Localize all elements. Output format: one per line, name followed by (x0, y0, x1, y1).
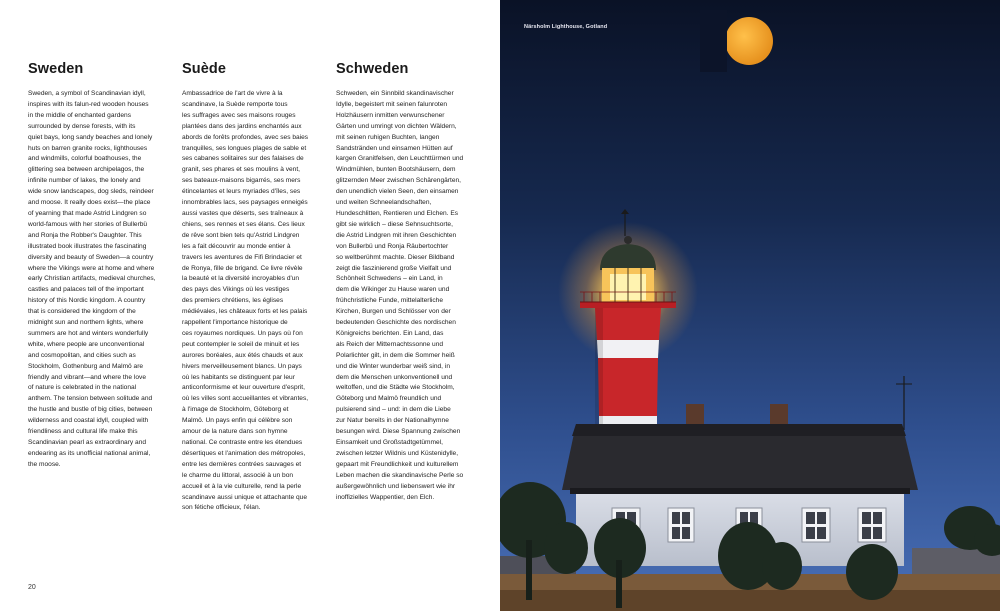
column-german (336, 60, 476, 503)
photo-caption: Närsholm Lighthouse, Gotland (524, 24, 608, 30)
body-french: Ambassadrice de l'art de vivre à la scandinave, la Suède remporte tous les suffrages avec ses maisons rouges plantées dans des jardins enchantés aux abords de forêts profondes, avec ses baies tranquilles, ses longues plages de sable et ses cabanes solitaires sur des falaises de granit, ses phares et ses moulins à vent, ses bateaux-maisons bigarrés, ses mers étincelantes et leurs myriades d'îles, ses innombrables lacs, ses paysages enneigés aussi vastes que déserts, ses traîneaux à chiens, ses rennes et ses élans. Ces lieux de rêve sont bien tels qu'Astrid Lindgren les a fait découvrir au monde entier à travers les aventures de Fifi Brindacier et de Ronya, fille de brigand. Ce livre révèle la beauté et la diversité incroyables d'un des pays des Vikings où les vestiges des premiers chrétiens, les églises médiévales, les châteaux forts et les palais rappellent l'importance historique de ces royaumes nordiques. Un pays où l'on peut contempler le soleil de minuit et les aurores boréales, aux étés chauds et aux hivers merveilleusement blancs. Un pays où les habitants se distinguent par leur anticonformisme et leur ouverture d'esprit, où les villes sont accueillantes et vibrantes, à l'image de Stockholm, Göteborg et Malmö. Un pays enfin qui célèbre son amour de la nature dans son hymne national. Ce contraste entre les étendues désertiques et l'animation des métropoles, entre les dernières contrées sauvages et le charme du littoral, associé à un bon accueil et à la vie culturelle, rend la perle scandinave aussi unique et attachante que son fétiche officieux, l'élan. (182, 90, 309, 512)
heading-english: Sweden (28, 61, 84, 77)
heading-german: Schweden (336, 61, 409, 77)
page-number: 20 (28, 584, 36, 591)
column-french (182, 60, 322, 514)
lighthouse-photo (500, 0, 1000, 611)
heading-french: Suède (182, 61, 227, 77)
body-german: Schweden, ein Sinnbild skandinavischer Idylle, begeistert mit seinen falunroten Holzhäusern inmitten verwunschener Gärten und umringt von dichten Wäldern, mit seinen ruhigen Buchten, langen Sandstränden und einsamen Hütten auf kargen Granitfelsen, den Leuchttürmen und Windmühlen, bunten Bootshäusern, dem glitzernden Meer zwischen Schärengärten, den unendlich vielen Seen, den einsamen und weiten Schneelandschaften, Hundeschlitten, Rentieren und Elchen. Es gibt sie wirklich – diese Sehnsuchtsorte, die Astrid Lindgren mit ihren Geschichten von Bullerbü und Ronja Räubertochter so weltberühmt machte. Dieser Bildband zeigt die faszinierend große Vielfalt und Schönheit Schwedens – ein Land, in dem die Wikinger zu Hause waren und frühchristliche Funde, mittelalterliche Kirchen, Burgen und Schlösser von der bedeutenden Geschichte des nordischen Königreichs berichten. Ein Land, das als Reich der Mitternachtssonne und Polarlichter gilt, in dem die Sommer heiß und die Winter wunderbar weiß sind, in dem die Menschen unkonventionell und weltoffen, und die Städte wie Stockholm, Göteborg und Malmö freundlich und pulsierend sind – und: in dem die Liebe zur Natur bereits in der Nationalhymne besungen wird. Diese Spannung zwischen Einsamkeit und Großstadtgetümmel, zwischen letzter Wildnis und Küstenidylle, gepaart mit Freundlichkeit und kulturellem Leben machen die skandinavische Perle so außergewöhnlich und liebenswert wie ihr inoffizielles Wappentier, den Elch. (336, 90, 464, 501)
column-english (28, 60, 168, 471)
body-english: Sweden, a symbol of Scandinavian idyll, inspires with its falun-red wooden houses in the middle of enchanted gardens surrounded by dense forests, with its quiet bays, long sandy beaches and lonely huts on barren granite rocks, lighthouses and windmills, colorful boathouses, the glittering sea between archipelagos, the infinite number of lakes, the lonely and wide snow landscapes, dog sleds, reindeer and moose. It really does exist—the place of yearning that made Astrid Lindgren so world-famous with her stories of Bullerbü and Ronja the Robber's Daughter. This illustrated book illustrates the fascinating diversity and beauty of Sweden—a country where the Vikings were at home and where early Christian artifacts, medieval churches, castles and palaces tell of the important history of this Nordic kingdom. A country that is considered the kingdom of the midnight sun and northern lights, where summers are hot and winters wonderfully white, where people are unconventional and cosmopolitan, and cities such as Stockholm, Gothenburg and Malmö are friendly and vibrant—and where the love of nature is celebrated in the national anthem. The tension between solitude and the hustle and bustle of big cities, between wilderness and coastal idyll, coupled with friendliness and cultural life make this Scandinavian pearl as extraordinary and endearing as its unofficial national animal, the moose. (28, 90, 156, 468)
lighthouse-illustration (500, 0, 1000, 611)
